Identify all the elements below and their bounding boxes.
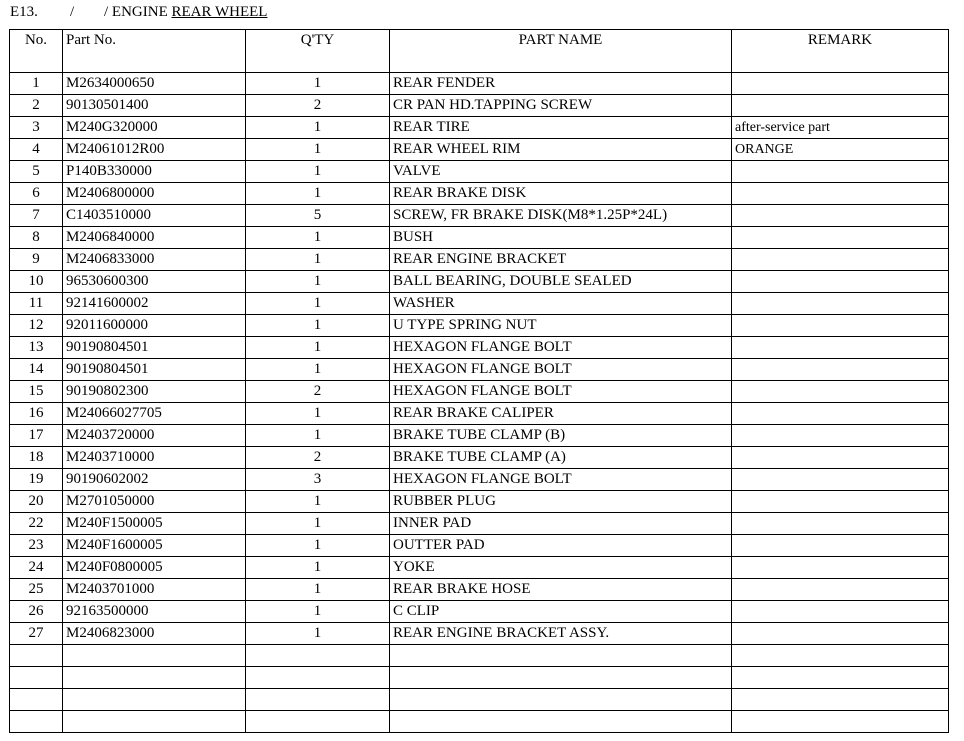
- remark-cell: [732, 337, 949, 359]
- table-row: [10, 293, 949, 315]
- empty-cell: [390, 667, 732, 689]
- heading-prefix: ENGINE: [111, 4, 168, 20]
- table-row: [10, 447, 949, 469]
- empty-table-row: [10, 711, 949, 733]
- part-name-cell: HEXAGON FLANGE BOLT: [390, 359, 732, 381]
- row-number-cell: 1: [10, 73, 63, 95]
- remark-cell: [732, 447, 949, 469]
- part-name-cell: WASHER: [390, 293, 732, 315]
- quantity-cell: 1: [246, 425, 390, 447]
- remark-cell: [732, 95, 949, 117]
- empty-cell: [246, 711, 390, 733]
- row-number-cell: 11: [10, 293, 63, 315]
- empty-table-row: [10, 645, 949, 667]
- part-number-cell: 90190602002: [63, 469, 246, 491]
- remark-cell: [732, 601, 949, 623]
- remark-cell: [732, 73, 949, 95]
- empty-cell: [246, 667, 390, 689]
- part-number-cell: M2403720000: [63, 425, 246, 447]
- row-number-cell: 4: [10, 139, 63, 161]
- row-number-cell: 26: [10, 601, 63, 623]
- row-number-cell: 2: [10, 95, 63, 117]
- part-number-cell: M240G320000: [63, 117, 246, 139]
- part-name-cell: CR PAN HD.TAPPING SCREW: [390, 95, 732, 117]
- parts-table-body: [10, 73, 949, 733]
- column-header-no: No.: [10, 30, 63, 73]
- part-number-cell: 92163500000: [63, 601, 246, 623]
- part-name-cell: REAR ENGINE BRACKET: [390, 249, 732, 271]
- part-number-cell: 92011600000: [63, 315, 246, 337]
- table-row: [10, 359, 949, 381]
- remark-cell: [732, 623, 949, 645]
- part-number-cell: 90130501400: [63, 95, 246, 117]
- row-number-cell: 10: [10, 271, 63, 293]
- row-number-cell: 27: [10, 623, 63, 645]
- quantity-cell: 1: [246, 337, 390, 359]
- quantity-cell: 1: [246, 315, 390, 337]
- empty-cell: [390, 711, 732, 733]
- part-number-cell: 92141600002: [63, 293, 246, 315]
- part-number-cell: C1403510000: [63, 205, 246, 227]
- heading-title: REAR WHEEL: [171, 4, 268, 20]
- remark-cell: [732, 425, 949, 447]
- part-number-cell: 90190804501: [63, 359, 246, 381]
- table-row: [10, 557, 949, 579]
- remark-cell: [732, 249, 949, 271]
- heading-separator: /: [104, 4, 109, 20]
- empty-cell: [10, 689, 63, 711]
- empty-cell: [390, 645, 732, 667]
- part-number-cell: M2403710000: [63, 447, 246, 469]
- part-number-cell: M2406840000: [63, 227, 246, 249]
- part-number-cell: M2406833000: [63, 249, 246, 271]
- part-number-cell: 90190804501: [63, 337, 246, 359]
- row-number-cell: 6: [10, 183, 63, 205]
- row-number-cell: 23: [10, 535, 63, 557]
- part-name-cell: HEXAGON FLANGE BOLT: [390, 469, 732, 491]
- quantity-cell: 1: [246, 139, 390, 161]
- part-number-cell: M24061012R00: [63, 139, 246, 161]
- table-row: [10, 337, 949, 359]
- part-number-cell: M24066027705: [63, 403, 246, 425]
- row-number-cell: 13: [10, 337, 63, 359]
- quantity-cell: 1: [246, 293, 390, 315]
- part-name-cell: HEXAGON FLANGE BOLT: [390, 337, 732, 359]
- quantity-cell: 1: [246, 117, 390, 139]
- quantity-cell: 1: [246, 183, 390, 205]
- remark-cell: ORANGE: [732, 139, 949, 161]
- remark-cell: [732, 183, 949, 205]
- empty-cell: [732, 689, 949, 711]
- part-name-cell: C CLIP: [390, 601, 732, 623]
- part-name-cell: YOKE: [390, 557, 732, 579]
- row-number-cell: 14: [10, 359, 63, 381]
- part-name-cell: OUTTER PAD: [390, 535, 732, 557]
- remark-cell: [732, 535, 949, 557]
- row-number-cell: 24: [10, 557, 63, 579]
- part-name-cell: VALVE: [390, 161, 732, 183]
- row-number-cell: 25: [10, 579, 63, 601]
- quantity-cell: 2: [246, 447, 390, 469]
- part-number-cell: P140B330000: [63, 161, 246, 183]
- row-number-cell: 3: [10, 117, 63, 139]
- row-number-cell: 22: [10, 513, 63, 535]
- empty-cell: [10, 667, 63, 689]
- table-row: [10, 601, 949, 623]
- empty-cell: [732, 667, 949, 689]
- remark-cell: [732, 469, 949, 491]
- table-row: [10, 579, 949, 601]
- part-name-cell: INNER PAD: [390, 513, 732, 535]
- remark-cell: after-service part: [732, 117, 949, 139]
- column-header-part-name: PART NAME: [390, 30, 732, 73]
- row-number-cell: 18: [10, 447, 63, 469]
- empty-cell: [732, 711, 949, 733]
- part-name-cell: BRAKE TUBE CLAMP (A): [390, 447, 732, 469]
- table-row: [10, 403, 949, 425]
- quantity-cell: 1: [246, 513, 390, 535]
- table-row: [10, 469, 949, 491]
- remark-cell: [732, 227, 949, 249]
- empty-cell: [10, 711, 63, 733]
- quantity-cell: 1: [246, 623, 390, 645]
- part-name-cell: REAR FENDER: [390, 73, 732, 95]
- remark-cell: [732, 271, 949, 293]
- table-row: [10, 381, 949, 403]
- row-number-cell: 7: [10, 205, 63, 227]
- row-number-cell: 8: [10, 227, 63, 249]
- part-number-cell: M240F1500005: [63, 513, 246, 535]
- column-header-remark: REMARK: [732, 30, 949, 73]
- empty-table-row: [10, 667, 949, 689]
- part-name-cell: BALL BEARING, DOUBLE SEALED: [390, 271, 732, 293]
- table-header-row: [10, 30, 949, 73]
- table-row: [10, 513, 949, 535]
- empty-cell: [732, 645, 949, 667]
- part-number-cell: 96530600300: [63, 271, 246, 293]
- quantity-cell: 5: [246, 205, 390, 227]
- remark-cell: [732, 491, 949, 513]
- part-name-cell: REAR TIRE: [390, 117, 732, 139]
- quantity-cell: 1: [246, 557, 390, 579]
- empty-cell: [390, 689, 732, 711]
- empty-cell: [63, 667, 246, 689]
- part-name-cell: SCREW, FR BRAKE DISK(M8*1.25P*24L): [390, 205, 732, 227]
- empty-cell: [63, 645, 246, 667]
- table-row: [10, 139, 949, 161]
- table-row: [10, 95, 949, 117]
- part-number-cell: 90190802300: [63, 381, 246, 403]
- quantity-cell: 2: [246, 95, 390, 117]
- section-heading: [10, 2, 267, 22]
- part-name-cell: RUBBER PLUG: [390, 491, 732, 513]
- part-name-cell: REAR ENGINE BRACKET ASSY.: [390, 623, 732, 645]
- remark-cell: [732, 315, 949, 337]
- column-header-part-no: Part No.: [63, 30, 246, 73]
- quantity-cell: 1: [246, 535, 390, 557]
- table-row: [10, 249, 949, 271]
- row-number-cell: 5: [10, 161, 63, 183]
- quantity-cell: 1: [246, 579, 390, 601]
- heading-separator: /: [70, 4, 75, 20]
- table-row: [10, 315, 949, 337]
- part-name-cell: U TYPE SPRING NUT: [390, 315, 732, 337]
- section-code: E13.: [10, 4, 38, 20]
- empty-cell: [63, 711, 246, 733]
- table-row: [10, 535, 949, 557]
- empty-cell: [246, 645, 390, 667]
- row-number-cell: 17: [10, 425, 63, 447]
- part-number-cell: M2403701000: [63, 579, 246, 601]
- quantity-cell: 1: [246, 249, 390, 271]
- row-number-cell: 15: [10, 381, 63, 403]
- row-number-cell: 20: [10, 491, 63, 513]
- table-row: [10, 205, 949, 227]
- empty-cell: [246, 689, 390, 711]
- part-number-cell: M240F1600005: [63, 535, 246, 557]
- row-number-cell: 19: [10, 469, 63, 491]
- empty-table-row: [10, 689, 949, 711]
- quantity-cell: 1: [246, 227, 390, 249]
- table-row: [10, 117, 949, 139]
- empty-cell: [10, 645, 63, 667]
- parts-table: [9, 29, 949, 733]
- remark-cell: [732, 161, 949, 183]
- part-name-cell: BRAKE TUBE CLAMP (B): [390, 425, 732, 447]
- table-row: [10, 491, 949, 513]
- part-name-cell: BUSH: [390, 227, 732, 249]
- table-row: [10, 227, 949, 249]
- part-name-cell: HEXAGON FLANGE BOLT: [390, 381, 732, 403]
- quantity-cell: 1: [246, 73, 390, 95]
- quantity-cell: 1: [246, 359, 390, 381]
- quantity-cell: 1: [246, 601, 390, 623]
- column-header-qty: Q'TY: [246, 30, 390, 73]
- part-number-cell: M2634000650: [63, 73, 246, 95]
- table-row: [10, 73, 949, 95]
- quantity-cell: 1: [246, 403, 390, 425]
- quantity-cell: 1: [246, 491, 390, 513]
- part-number-cell: M2701050000: [63, 491, 246, 513]
- remark-cell: [732, 293, 949, 315]
- table-row: [10, 271, 949, 293]
- row-number-cell: 16: [10, 403, 63, 425]
- part-number-cell: M2406800000: [63, 183, 246, 205]
- part-number-cell: M2406823000: [63, 623, 246, 645]
- quantity-cell: 1: [246, 271, 390, 293]
- part-name-cell: REAR BRAKE CALIPER: [390, 403, 732, 425]
- table-row: [10, 183, 949, 205]
- quantity-cell: 2: [246, 381, 390, 403]
- table-row: [10, 623, 949, 645]
- row-number-cell: 9: [10, 249, 63, 271]
- remark-cell: [732, 381, 949, 403]
- table-row: [10, 425, 949, 447]
- part-number-cell: M240F0800005: [63, 557, 246, 579]
- remark-cell: [732, 205, 949, 227]
- part-name-cell: REAR BRAKE DISK: [390, 183, 732, 205]
- empty-cell: [63, 689, 246, 711]
- remark-cell: [732, 513, 949, 535]
- table-row: [10, 161, 949, 183]
- remark-cell: [732, 579, 949, 601]
- part-name-cell: REAR WHEEL RIM: [390, 139, 732, 161]
- part-name-cell: REAR BRAKE HOSE: [390, 579, 732, 601]
- remark-cell: [732, 557, 949, 579]
- quantity-cell: 3: [246, 469, 390, 491]
- quantity-cell: 1: [246, 161, 390, 183]
- row-number-cell: 12: [10, 315, 63, 337]
- remark-cell: [732, 359, 949, 381]
- remark-cell: [732, 403, 949, 425]
